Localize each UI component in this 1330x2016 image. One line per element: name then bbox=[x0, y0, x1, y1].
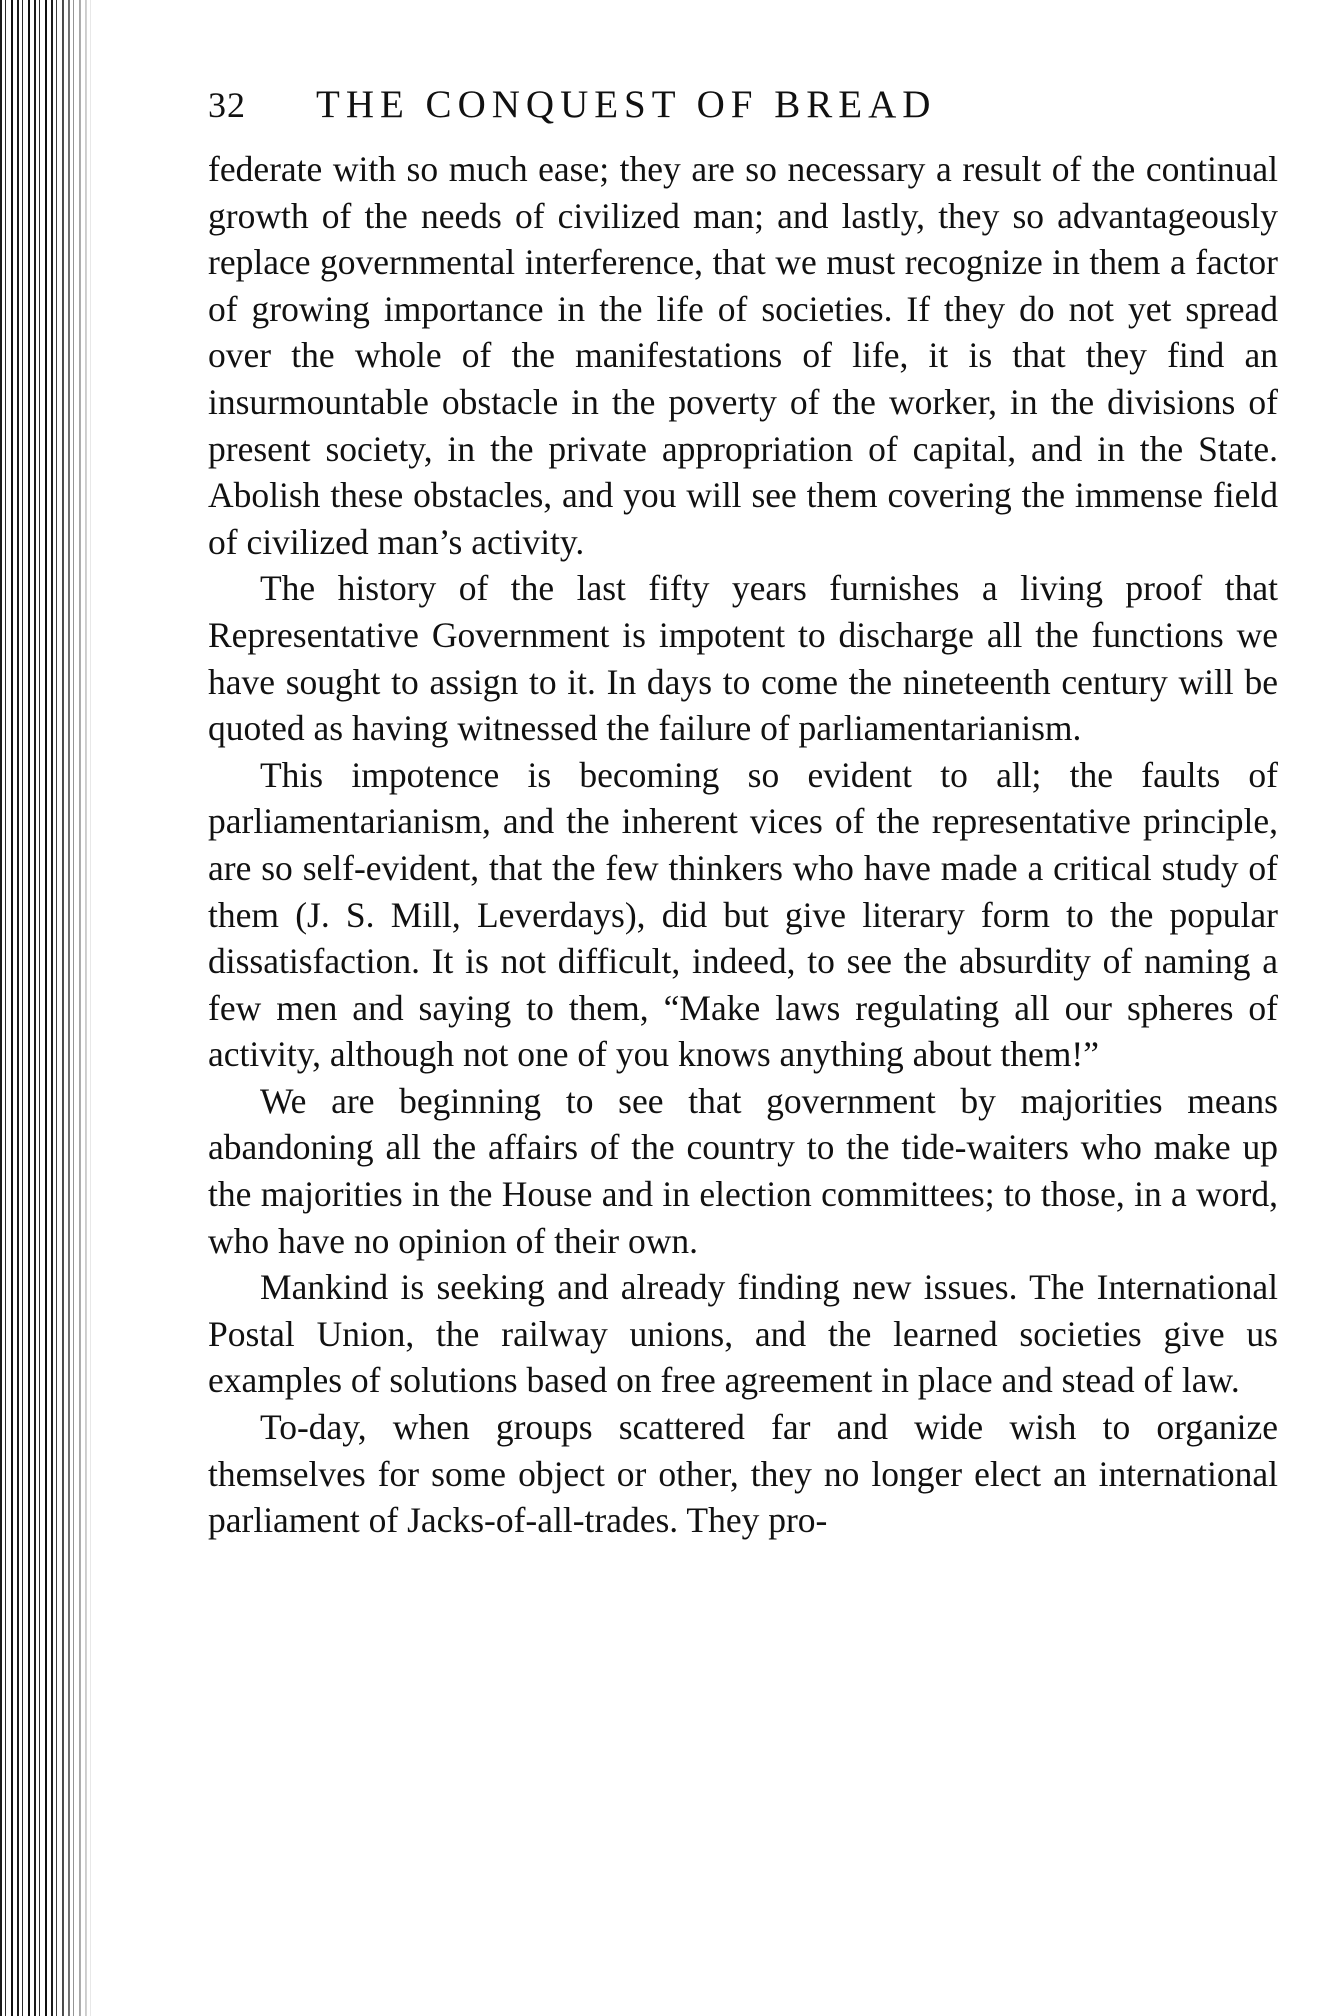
running-head bbox=[208, 82, 1278, 146]
book-title: THE CONQUEST OF BREAD bbox=[316, 83, 937, 126]
book-page bbox=[208, 82, 1278, 1544]
paragraph: Mankind is seeking and already finding new issues. The International Postal Union, the railway unions, and the learned societies give us examples of solutions based on free agreement in place and stead of law. bbox=[208, 1267, 1278, 1401]
paragraph: The history of the last fifty years furnishes a living proof that Representative Government is impotent to discharge all the functions we have sought to assign to it. In days to come the nineteenth century will be quoted as having witnessed the failure of parliamentarianism. bbox=[208, 568, 1278, 749]
paragraph: We are beginning to see that government by majorities means abandoning all the affairs of the country to the tide-waiters who make up the majorities in the House and in election committees; to those, in a word, who have no opinion of their own. bbox=[208, 1080, 1278, 1261]
paragraph: To-day, when groups scattered far and wide wish to organize themselves for some object or other, they no longer elect an international parliament of Jacks-of-all-trades. They pro- bbox=[208, 1407, 1278, 1541]
paragraph-continued: federate with so much ease; they are so necessary a result of the continual growth of the needs of civilized man; and lastly, they so advantageously replace governmental interference, that we must recognize in them a factor of growing importance in the life of societies. If they do not yet spread over the whole of the manifestations of life, it is that they find an insurmountable obstacle in the poverty of the worker, in the divisions of present society, in the private appropriation of capital, and in the State. Abolish these obstacles, and you will see them covering the immense field of civilized man’s activity. bbox=[208, 149, 1278, 562]
book-binding-edge bbox=[0, 0, 95, 2016]
paragraph: This impotence is becoming so evident to all; the faults of parliamentarianism, and the inherent vices of the representative principle, are so self-evident, that the few thinkers who have made a critical study of them (J. S. Mill, Leverdays), did but give literary form to the popular dissatisfaction. It is not difficult, indeed, to see the absurdity of naming a few men and saying to them, “Make laws regulating all our spheres of activity, although not one of you knows anything about them!” bbox=[208, 754, 1278, 1075]
body-text bbox=[208, 146, 1278, 1544]
page-number: 32 bbox=[208, 85, 246, 125]
